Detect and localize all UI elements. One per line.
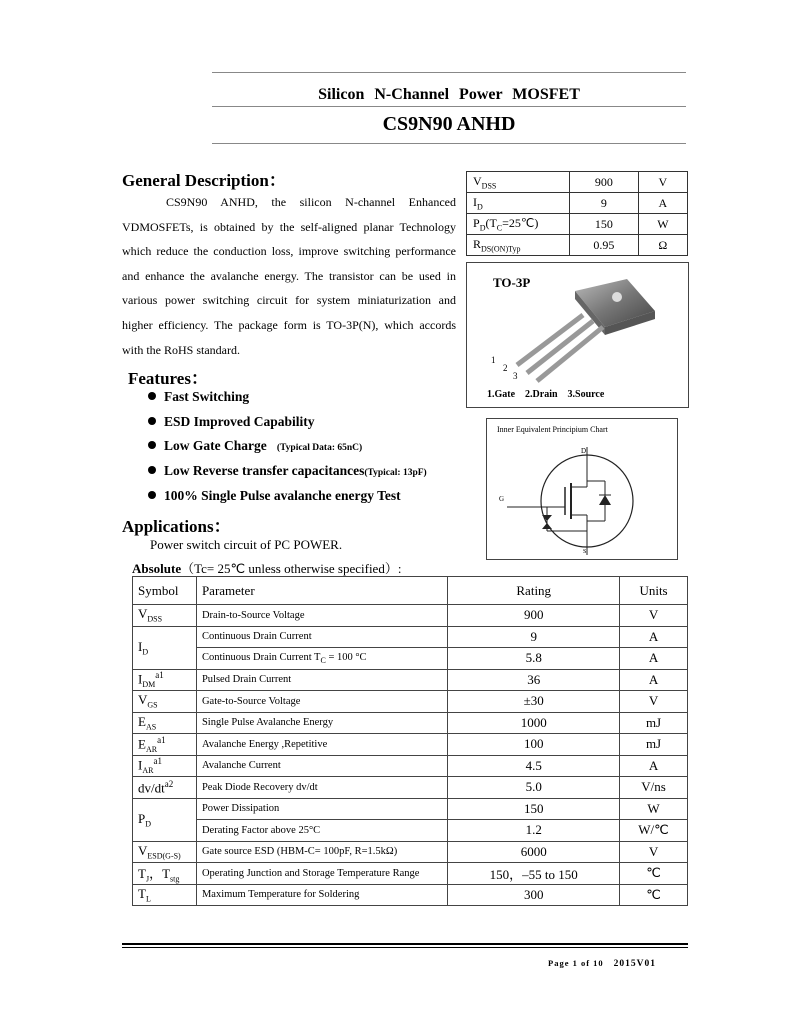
symbol-main: E (138, 736, 146, 752)
package-box (466, 262, 689, 408)
parameter-text: Avalanche Current (201, 760, 281, 772)
source-label: S (583, 549, 587, 555)
table-row (133, 798, 688, 820)
rating-cell: 36 (448, 669, 620, 691)
absolute-label-rest: （Tc= 25℃ unless otherwise specified）: (181, 561, 402, 576)
spec-row (467, 214, 688, 235)
table-header-row (133, 577, 688, 605)
schematic-title: Inner Equivalent Principium Chart (497, 425, 608, 434)
parameter-cell (196, 669, 447, 691)
page-footer (548, 958, 656, 969)
top-rule (212, 72, 686, 73)
unit-cell: V/ns (620, 777, 688, 799)
symbol-main: I (138, 757, 143, 773)
symbol-main: I (138, 671, 143, 687)
unit-cell: W/℃ (620, 820, 688, 842)
parameter-cell (196, 884, 447, 906)
spec-value: 0.95 (570, 235, 639, 256)
pin-number-2: 2 (503, 363, 508, 373)
rating-cell: 300 (448, 884, 620, 906)
symbol-sub-2: stg (170, 874, 180, 884)
spec-row (467, 193, 688, 214)
bullet-icon (148, 491, 156, 499)
parameter-text: Power Dissipation (201, 803, 280, 815)
spec-row (467, 172, 688, 193)
symbol-sub: GS (147, 701, 158, 711)
rating-cell: 100 (448, 734, 620, 756)
rating-cell: 5.8 (448, 648, 620, 670)
feature-item (148, 488, 401, 504)
table-row (133, 626, 688, 648)
bullet-icon (148, 466, 156, 474)
rating-cell: ±30 (448, 691, 620, 713)
spec-symbol (467, 214, 570, 235)
general-description-text (122, 190, 456, 362)
table-row (133, 777, 688, 799)
spec-unit: A (638, 193, 687, 214)
document-subtitle: Silicon N-Channel Power MOSFET (318, 86, 580, 103)
symbol-cell (133, 712, 197, 734)
feature-item (148, 414, 315, 430)
unit-cell: mJ (620, 712, 688, 734)
gate-label: G (499, 495, 505, 503)
spec-symbol-tail: (T (485, 215, 497, 230)
unit-cell: A (620, 669, 688, 691)
table-row (133, 884, 688, 906)
unit-cell: V (620, 841, 688, 863)
parameter-text: Drain-to-Source Voltage (201, 609, 305, 621)
unit-cell: V (620, 605, 688, 627)
absolute-ratings-label (132, 558, 401, 577)
key-spec-table (466, 171, 688, 256)
symbol-sub: AR (142, 766, 154, 776)
symbol-sub: J (145, 874, 150, 884)
general-description-heading: General Description： (122, 171, 286, 190)
spec-symbol (467, 235, 570, 256)
spec-symbol-main: P (473, 215, 480, 230)
table-row (133, 669, 688, 691)
unit-cell: W (620, 798, 688, 820)
title-rule (212, 143, 686, 144)
parameter-text: Maximum Temperature for Soldering (201, 889, 360, 901)
symbol-sub: D (145, 819, 152, 829)
pin-legend: 1.Gate 2.Drain 3.Source (487, 389, 605, 400)
symbol-main: V (138, 606, 148, 622)
table-row (133, 734, 688, 756)
spec-unit: W (638, 214, 687, 235)
symbol-cell (133, 734, 197, 756)
symbol-cell (133, 691, 197, 713)
symbol-cell (133, 626, 197, 669)
unit-cell: V (620, 691, 688, 713)
absolute-ratings-table (132, 576, 688, 906)
feature-text: Fast Switching (164, 389, 250, 404)
header-rating: Rating (448, 577, 620, 605)
applications-text: Power switch circuit of PC POWER. (150, 537, 343, 552)
table-row (133, 820, 688, 842)
spec-unit: Ω (638, 235, 687, 256)
rating-cell: 9 (448, 626, 620, 648)
spec-unit: V (638, 172, 687, 193)
parameter-text: Derating Factor above 25°C (201, 824, 321, 836)
spec-symbol-sub: DS(ON)Typ (481, 244, 521, 254)
parameter-text: Gate-to-Source Voltage (201, 695, 301, 707)
features-heading: Features： (128, 369, 208, 388)
feature-text: Low Gate Charge (164, 438, 267, 454)
parameter-cell (196, 712, 447, 734)
header-symbol: Symbol (133, 577, 197, 605)
symbol-main: P (138, 810, 146, 826)
spec-value: 150 (570, 214, 639, 235)
symbol-main: E (138, 713, 146, 729)
unit-cell: A (620, 626, 688, 648)
rating-cell: 1.2 (448, 820, 620, 842)
symbol-note: a2 (164, 778, 174, 789)
symbol-sub: AS (145, 722, 157, 732)
unit-cell: A (620, 755, 688, 777)
applications-heading: Applications： (122, 517, 231, 536)
parameter-text: Peak Diode Recovery dv/dt (201, 781, 318, 793)
parameter-text: Continuous Drain Current (201, 631, 312, 643)
spec-symbol (467, 193, 570, 214)
parameter-cell (196, 820, 447, 842)
parameter-cell (196, 755, 447, 777)
footer-rule-thin (122, 947, 688, 948)
parameter-text: Operating Junction and Storage Temperature Range (201, 867, 420, 879)
symbol-sub: DM (142, 680, 156, 690)
symbol-note: a1 (153, 756, 162, 767)
symbol-sub: AR (145, 744, 158, 754)
parameter-cell (196, 691, 447, 713)
table-row (133, 755, 688, 777)
revision: 2015V01 (613, 959, 657, 969)
feature-note: (Typical Data: 65nC) (276, 443, 363, 454)
unit-cell: ℃ (620, 884, 688, 906)
symbol-main: V (138, 842, 148, 858)
symbol-note: a1 (155, 670, 164, 681)
feature-text: Low Reverse transfer capacitances (164, 463, 365, 479)
symbol-cell (133, 863, 197, 885)
parameter-text: Single Pulse Avalanche Energy (201, 717, 334, 729)
symbol-sub: ESD(G-S) (147, 851, 181, 861)
unit-cell: A (620, 648, 688, 670)
spec-symbol-sub: D (477, 202, 483, 212)
parameter-cell (196, 841, 447, 863)
spec-symbol-tail2: =25℃) (502, 215, 539, 230)
bullet-icon (148, 441, 156, 449)
feature-text: ESD Improved Capability (164, 413, 315, 429)
package-name: TO-3P (493, 275, 531, 290)
table-row (133, 691, 688, 713)
symbol-cell (133, 777, 197, 799)
spec-symbol-main: R (473, 236, 482, 251)
feature-item (148, 438, 362, 454)
spec-symbol (467, 172, 570, 193)
spec-symbol-main: I (473, 194, 477, 209)
pin-number-3: 3 (513, 371, 518, 381)
symbol-cell (133, 798, 197, 841)
parameter-text: Gate source ESD (HBM-C= 100pF, R=1.5kΩ) (201, 846, 398, 858)
rating-cell: 5.0 (448, 777, 620, 799)
symbol-note: a1 (157, 734, 166, 745)
spec-row (467, 235, 688, 256)
rating-cell: 150，–55 to 150 (448, 863, 620, 885)
parameter-cell (196, 605, 447, 627)
parameter-cell (196, 626, 447, 648)
rating-cell: 6000 (448, 841, 620, 863)
rating-cell: 4.5 (448, 755, 620, 777)
absolute-label-bold: Absolute (132, 561, 182, 576)
unit-cell: mJ (620, 734, 688, 756)
symbol-main: dv/dt (138, 779, 165, 795)
parameter-cell (196, 777, 447, 799)
spec-symbol-main: V (473, 173, 482, 188)
drain-label: D (581, 447, 587, 455)
bullet-icon (148, 417, 156, 425)
symbol-main: I (138, 638, 143, 654)
table-row (133, 712, 688, 734)
symbol-main: T (138, 886, 146, 902)
symbol-cell (133, 669, 197, 691)
page-number: Page 1 of 10 (548, 958, 604, 968)
spec-symbol-sub: DSS (481, 181, 497, 191)
table-row (133, 863, 688, 885)
spec-symbol-sub: D (479, 223, 486, 233)
header-units: Units (620, 577, 688, 605)
table-row (133, 605, 688, 627)
symbol-main: T (138, 866, 146, 881)
table-row (133, 841, 688, 863)
symbol-main-2: ，T (149, 866, 171, 881)
spec-symbol-tail-sub: C (496, 223, 503, 233)
parameter-tail: = 100 °C (325, 651, 367, 663)
mosfet-symbol-icon (487, 441, 677, 559)
parameter-cell (196, 648, 447, 670)
parameter-cell (196, 734, 447, 756)
feature-item (148, 389, 249, 405)
feature-text: 100% Single Pulse avalanche energy Test (164, 487, 401, 503)
feature-item (148, 463, 427, 479)
parameter-cell (196, 798, 447, 820)
unit-cell: ℃ (620, 863, 688, 885)
symbol-sub: L (145, 894, 151, 904)
symbol-cell (133, 755, 197, 777)
subtitle-rule (212, 106, 686, 107)
symbol-cell (133, 884, 197, 906)
general-description-body: CS9N90 ANHD, the silicon N-channel Enhanced VDMOSFETs, is obtained by the self-aligned planar Technology which reduce the conduction loss, improve switching performance and enhance the avalanche energy. The transistor can be used in various power switching circuit for system miniaturization and higher efficiency. The package form is TO-3P(N), which accords with the RoHS standard. (122, 195, 456, 357)
spec-value: 9 (570, 193, 639, 214)
header-parameter: Parameter (196, 577, 447, 605)
parameter-text: Continuous Drain Current T (201, 651, 321, 663)
symbol-sub: D (142, 647, 149, 657)
symbol-sub: DSS (147, 615, 163, 625)
bullet-icon (148, 392, 156, 400)
rating-cell: 1000 (448, 712, 620, 734)
parameter-text: Avalanche Energy ,Repetitive (201, 738, 328, 750)
footer-rule (122, 943, 688, 945)
table-row (133, 648, 688, 670)
parameter-sub: C (320, 655, 326, 665)
parameter-cell (196, 863, 447, 885)
feature-note: (Typical: 13pF) (364, 468, 427, 479)
symbol-main: V (138, 692, 148, 708)
symbol-cell (133, 605, 197, 627)
parameter-text: Pulsed Drain Current (201, 674, 292, 686)
part-number-title: CS9N90 ANHD (382, 113, 516, 135)
rating-cell: 900 (448, 605, 620, 627)
schematic-box (486, 418, 678, 560)
symbol-cell (133, 841, 197, 863)
pin-number-1: 1 (491, 355, 496, 365)
rating-cell: 150 (448, 798, 620, 820)
spec-value: 900 (570, 172, 639, 193)
